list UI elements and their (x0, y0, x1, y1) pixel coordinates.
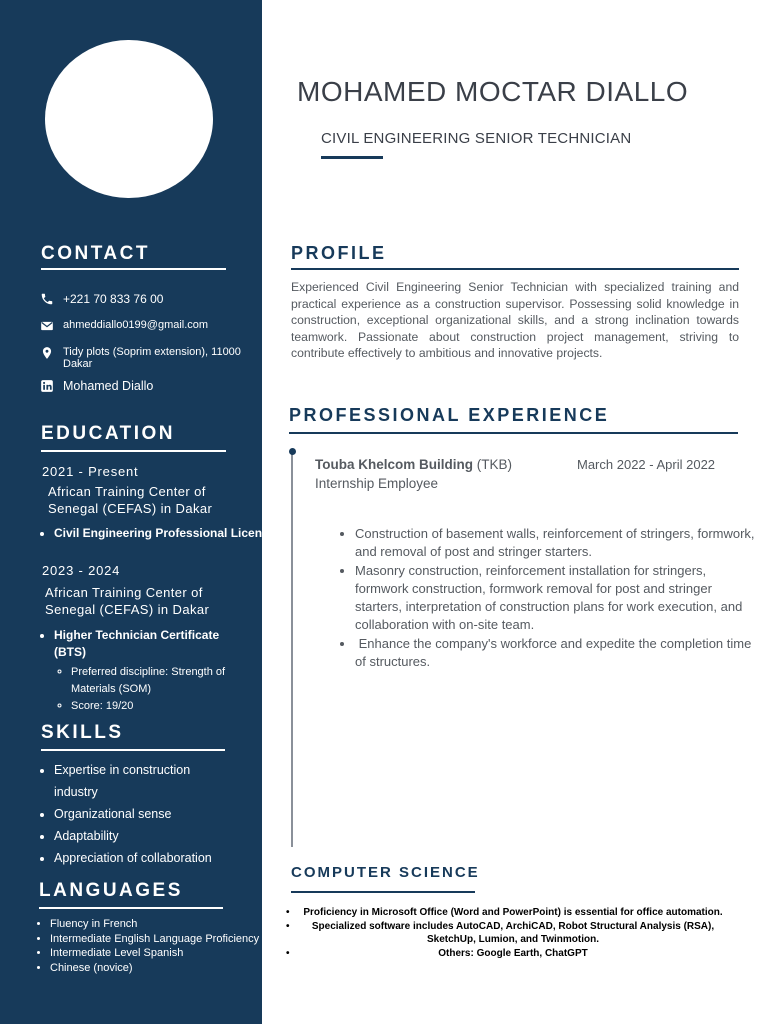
title-accent-bar (321, 156, 383, 159)
education-years-2: 2023 - 2024 (42, 563, 121, 578)
timeline-dot (289, 448, 296, 455)
email-address: ahmeddiallo0199@gmail.com (63, 319, 209, 331)
list-item: • Intermediate English Language Proficiency (50, 932, 276, 947)
list-item: • Chinese (novice) (50, 961, 276, 976)
education-degree-list-1 (40, 526, 275, 540)
education-school-2: African Training Center of Senegal (CEFAS) in Dakar (45, 585, 210, 617)
candidate-name: MOHAMED MOCTAR DIALLO (297, 76, 689, 107)
skills-heading: SKILLS (41, 722, 124, 743)
list-item: • Intermediate Level Spanish (50, 946, 276, 961)
job-role: Internship Employee (315, 476, 439, 491)
education-heading: EDUCATION (41, 423, 176, 444)
company-name: Touba Khelcom Building (315, 457, 473, 472)
job-dates: March 2022 - April 2022 (577, 457, 716, 472)
list-item: • Organizational sense (54, 803, 224, 825)
linkedin-icon (40, 379, 55, 393)
job-company (315, 457, 512, 472)
contact-divider (41, 268, 226, 270)
phone-number: +221 70 833 76 00 (63, 292, 164, 306)
list-item: • Fluency in French (50, 917, 276, 932)
list-item: • Masonry construction, reinforcement installation for stringers, formwork construction, formwork removal for post and stringer starters, interpretation of construction plans for work execution, and collaboration with on-site team. (355, 562, 755, 635)
degree-detail-list (54, 664, 254, 715)
list-item: • Expertise in construction industry (54, 759, 224, 803)
profile-divider (291, 268, 739, 270)
languages-divider (39, 907, 223, 909)
list-item: • Proficiency in Microsoft Office (Word and PowerPoint) is essential for office automation. (288, 906, 738, 920)
skills-divider (41, 749, 225, 751)
computer-science-heading: COMPUTER SCIENCE (291, 864, 480, 881)
experience-timeline (291, 452, 293, 847)
computer-science-divider (291, 891, 475, 893)
contact-address (40, 346, 255, 370)
phone-icon (40, 292, 55, 306)
list-item: • Construction of basement walls, reinforcement of stringers, formwork, and removal of post and stringer starters. (355, 525, 755, 562)
profile-text: Experienced Civil Engineering Senior Technician with specialized training and practical experience as a construction supervisor. Possessing solid knowledge in construction, exceptional organizational skills, and a strong inclination towards teamwork. Passionate about construction project management, striving to contribute effectively to ambitious and innovative projects. (291, 280, 739, 360)
list-item (54, 627, 254, 715)
profile-heading: PROFILE (291, 243, 387, 263)
education-years-1: 2021 - Present (42, 464, 139, 479)
contact-email (40, 319, 208, 333)
envelope-icon (40, 319, 55, 333)
education-degree-list-2 (40, 627, 254, 715)
degree-name: Higher Technician Certificate (BTS) (54, 628, 220, 659)
skills-list (40, 759, 224, 869)
list-item: ◦ Score: 19/20 (71, 698, 254, 715)
experience-divider (289, 432, 738, 434)
location-pin-icon (40, 346, 55, 360)
experience-heading: PROFESSIONAL EXPERIENCE (289, 405, 610, 425)
candidate-job-title: CIVIL ENGINEERING SENIOR TECHNICIAN (321, 130, 632, 147)
contact-heading: CONTACT (41, 243, 150, 264)
sidebar (0, 0, 276, 1024)
linkedin-name: Mohamed Diallo (63, 379, 154, 393)
list-item: ◦ Preferred discipline: Strength of Materials (SOM) (71, 664, 254, 698)
list-item: • Others: Google Earth, ChatGPT (288, 947, 738, 961)
contact-phone (40, 292, 163, 306)
computer-science-list (288, 906, 738, 961)
education-divider (41, 450, 226, 452)
list-item: • Civil Engineering Professional License (54, 526, 275, 540)
list-item: • Adaptability (54, 825, 224, 847)
address-text: Tidy plots (Soprim extension), 11000 Dakar (63, 346, 241, 370)
contact-linkedin (40, 379, 153, 393)
education-school-1: African Training Center of Senegal (CEFAS) in Dakar (48, 484, 213, 516)
profile-photo-placeholder (45, 40, 213, 198)
languages-heading: LANGUAGES (39, 880, 183, 901)
list-item: • Enhance the company's workforce and expedite the completion time of structures. (355, 635, 755, 672)
list-item: • Specialized software includes AutoCAD, ArchiCAD, Robot Structural Analysis (RSA), SketchUp, Lumion, and Twinmotion. (288, 920, 738, 947)
job-responsibilities (338, 525, 755, 671)
languages-list (36, 917, 276, 976)
list-item: • Appreciation of collaboration (54, 847, 224, 869)
company-abbreviation: (TKB) (476, 457, 513, 472)
